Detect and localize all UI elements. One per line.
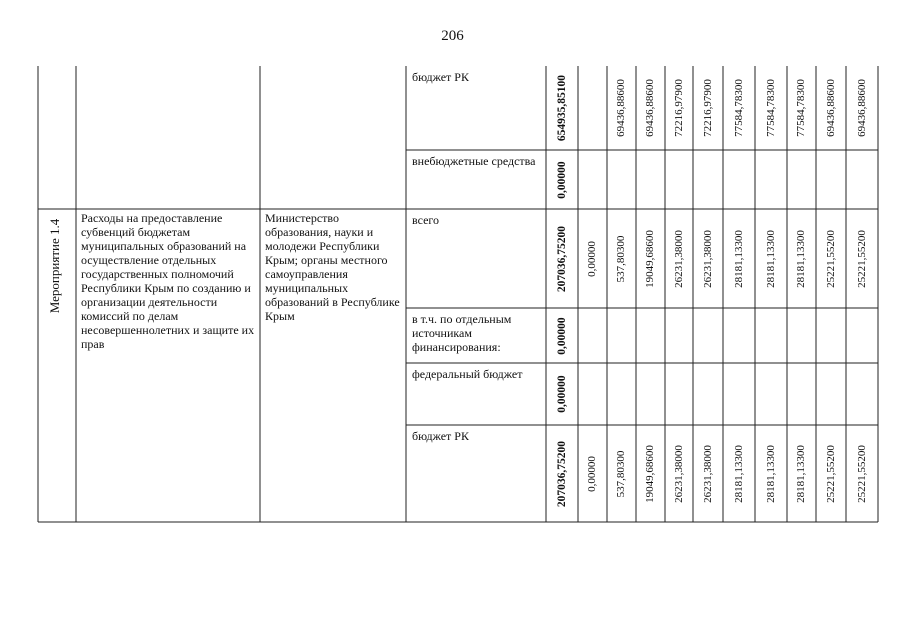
event-description: Расходы на предоставление субвенций бюджетам муниципальных образований на осуществление отдельных государственных полномочий Республики Крым по созданию и организации деятельности комиссий по делам несовершеннолетних и защите их прав [81,211,255,351]
year-value: 72216,97900 [673,79,685,137]
year-value: 26231,38000 [702,444,714,503]
row-total: 0,00000 [556,160,568,199]
year-value: 25221,55200 [856,229,868,288]
row-total: 207036,75200 [556,225,568,292]
year-value: 26231,38000 [673,229,685,288]
year-value: 69436,88600 [825,79,837,137]
year-value: 28181,13300 [795,229,807,288]
funding-source: бюджет РК [412,70,469,84]
year-value: 69436,88600 [615,79,627,137]
year-value: 28181,13300 [765,444,777,503]
funding-source: в т.ч. по отдельным источникам финансирования: [412,312,512,354]
executors: Министерство образования, науки и молодежи Республики Крым; органы местного самоуправления муниципальных образований в Республике Крым [265,211,400,323]
year-value: 77584,78300 [795,79,807,137]
year-value: 19049,68600 [644,229,656,288]
year-value: 28181,13300 [733,229,745,288]
event-label: Мероприятие 1.4 [47,218,62,314]
year-value: 19049,68600 [644,444,656,503]
year-value: 69436,88600 [856,79,868,137]
row-total: 0,00000 [556,316,568,355]
year-value: 26231,38000 [702,229,714,288]
year-value: 28181,13300 [765,229,777,288]
year-value: 25221,55200 [856,444,868,503]
year-value: 25221,55200 [825,444,837,503]
year-value: 28181,13300 [733,444,745,503]
year-value: 28181,13300 [795,444,807,503]
year-value: 69436,88600 [644,79,656,137]
year-value: 72216,97900 [702,79,714,137]
funding-source: внебюджетные средства [412,154,536,168]
page-number: 206 [441,28,464,44]
funding-source: федеральный бюджет [412,367,523,381]
year-value: 0,00000 [586,455,598,492]
year-value: 537,80300 [615,235,627,282]
row-total: 0,00000 [556,375,568,413]
year-value: 537,80300 [615,450,627,497]
funding-source: всего [412,213,440,227]
row-total: 207036,75200 [556,440,568,507]
row-total: 654935,85100 [556,74,568,142]
funding-source: бюджет РК [412,429,469,443]
year-value: 77584,78300 [733,79,745,137]
year-value: 0,00000 [586,240,598,277]
year-value: 25221,55200 [825,229,837,288]
year-value: 26231,38000 [673,444,685,503]
year-value: 77584,78300 [765,79,777,137]
